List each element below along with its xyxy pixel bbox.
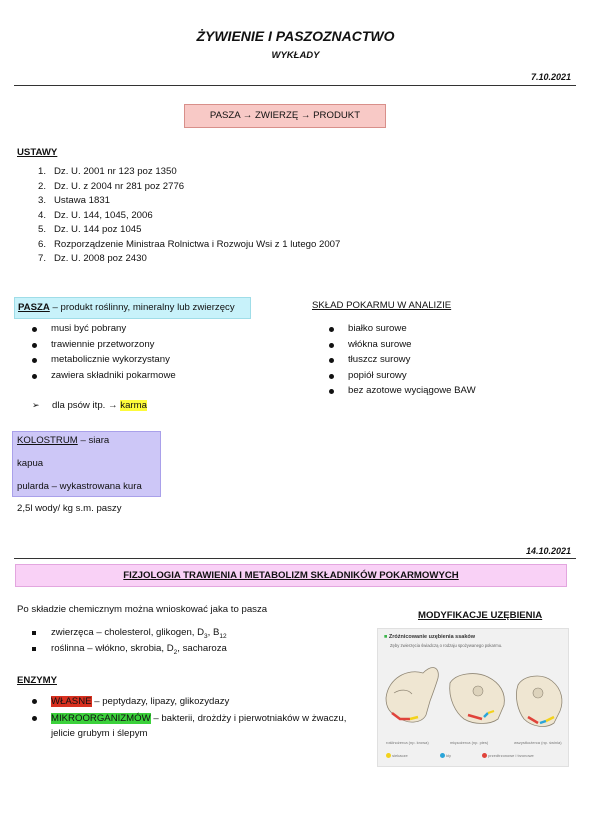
herbivore-skull [386,668,438,723]
list-item: metabolicznie wykorzystany [30,352,260,368]
legend-swatch [440,753,445,758]
legend-item: kły [440,753,451,758]
list-item: 7. Dz. U. 2008 poz 2430 [38,253,147,264]
figure-inner-subtitle: Zęby zwierzęcia świadczą o rodzaju spożywanego pokarmu. [390,643,503,648]
bullet-icon [32,374,37,379]
list-item: zawiera składniki pokarmowe [30,368,260,384]
bullet-icon [32,358,37,363]
document-subtitle: WYKŁADY [271,50,320,61]
bullet-icon [329,374,334,379]
bullet-icon [32,647,36,651]
bullet-icon [329,327,334,332]
list-item: zwierzęca – cholesterol, glikogen, $D_3$, $B_{12}$ [30,625,360,641]
ustawy-heading: USTAWY [17,147,58,158]
figure-heading: MODYFIKACJE UZĘBIENIA [418,610,543,621]
legend-swatch [386,753,391,758]
pasza-term: PASZA [18,302,50,313]
enzymy-list [30,694,370,741]
legend-item: przedtrzonowe i trzonowe [482,753,534,758]
figure-caption: wszystkożerca (np. świnia) [514,740,562,745]
divider [14,558,576,559]
list-item: 1. Dz. U. 2001 nr 123 poz 1350 [38,166,177,177]
list-item: 2. Dz. U. z 2004 nr 281 poz 2776 [38,180,185,192]
water-note: 2,5l wody/ kg s.m. paszy [17,503,122,514]
figure-inner-title: ■ Zróżnicowanie uzębienia ssaków [384,634,476,640]
document-title: ŻYWIENIE I PASZOZNACTWO [196,28,395,44]
lecture-date: 14.10.2021 [525,546,571,556]
list-item: musi być pobrany [30,321,260,337]
list-item: trawiennie przetworzony [30,337,260,353]
bullet-icon [329,358,334,363]
bullet-icon [32,699,37,704]
arrow-right-icon: ➢ [32,400,40,410]
flow-box: PASZA → ZWIERZĘ → PRODUKT [184,104,386,128]
pasza-list [30,321,260,383]
figure-caption: mięsożerca (np. pies) [450,740,489,745]
karma-highlight: karma [120,400,147,411]
list-item: 3. Ustawa 1831 [38,195,110,206]
bullet-icon [329,343,334,348]
sklad-list [327,321,567,399]
divider [14,85,576,86]
list-item: tłuszcz surowy [327,352,567,368]
bullet-icon [32,327,37,332]
mikroorganizmow-highlight: MIKROORGANIZMÓW [51,713,151,724]
omnivore-skull [516,676,562,726]
skull-illustrations [378,653,568,743]
list-item: 5. Dz. U. 144 poz 1045 [38,224,142,235]
wlasne-highlight: WŁASNE [51,696,92,707]
bullet-icon [32,343,37,348]
sklad-heading: SKŁAD POKARMU W ANALIZIE [312,300,452,311]
list-item: włókna surowe [327,337,567,353]
feed-type-list [30,625,360,656]
bullet-icon [32,631,36,635]
kapua-line: kapua [17,458,44,469]
legend-swatch [482,753,487,758]
bullet-icon [329,389,334,394]
list-item: roślinna – włókno, skrobia, $D_2$, sacharoza [30,641,360,657]
enzymy-heading: ENZYMY [17,675,57,686]
teeth-figure [377,628,569,767]
lecture-date: 7.10.2021 [530,72,571,82]
list-item: bez azotowe wyciągowe BAW [327,383,567,399]
list-item: 4. Dz. U. 144, 1045, 2006 [38,209,153,221]
kolostrum-line: KOLOSTRUM – siara [17,435,110,446]
ustawy-list [17,165,417,267]
list-item: WŁASNE – peptydazy, lipazy, glikozydazy [30,694,370,709]
legend-item: siekacze [386,753,408,758]
pularda-line: pularda – wykastrowana kura [17,481,142,492]
carnivore-skull [450,674,505,724]
lecture-banner: FIZJOLOGIA TRAWIENIA I METABOLIZM SKŁADNIKÓW POKARMOWYCH [15,564,567,587]
kolostrum-box [12,431,161,497]
list-item: 6. Rozporządzenie Ministraa Rolnictwa i Rozwoju Wsi z 1 lutego 2007 [38,238,341,250]
list-item: popiół surowy [327,368,567,384]
kolostrum-term: KOLOSTRUM [17,435,78,446]
bullet-icon [32,716,37,721]
karma-note: ➢ dla psów itp. → karma [32,400,147,411]
list-item: białko surowe [327,321,567,337]
list-item: MIKROORGANIZMÓW – bakterii, drożdży i pierwotniaków w żwaczu, jelicie grubym i ślepym [30,711,366,741]
figure-caption: roślinożerca (np. krowa) [386,740,429,745]
intro-text: Po składzie chemicznym można wnioskować jaka to pasza [17,604,268,615]
pasza-definition: PASZA – produkt roślinny, mineralny lub zwierzęcy [14,297,251,319]
